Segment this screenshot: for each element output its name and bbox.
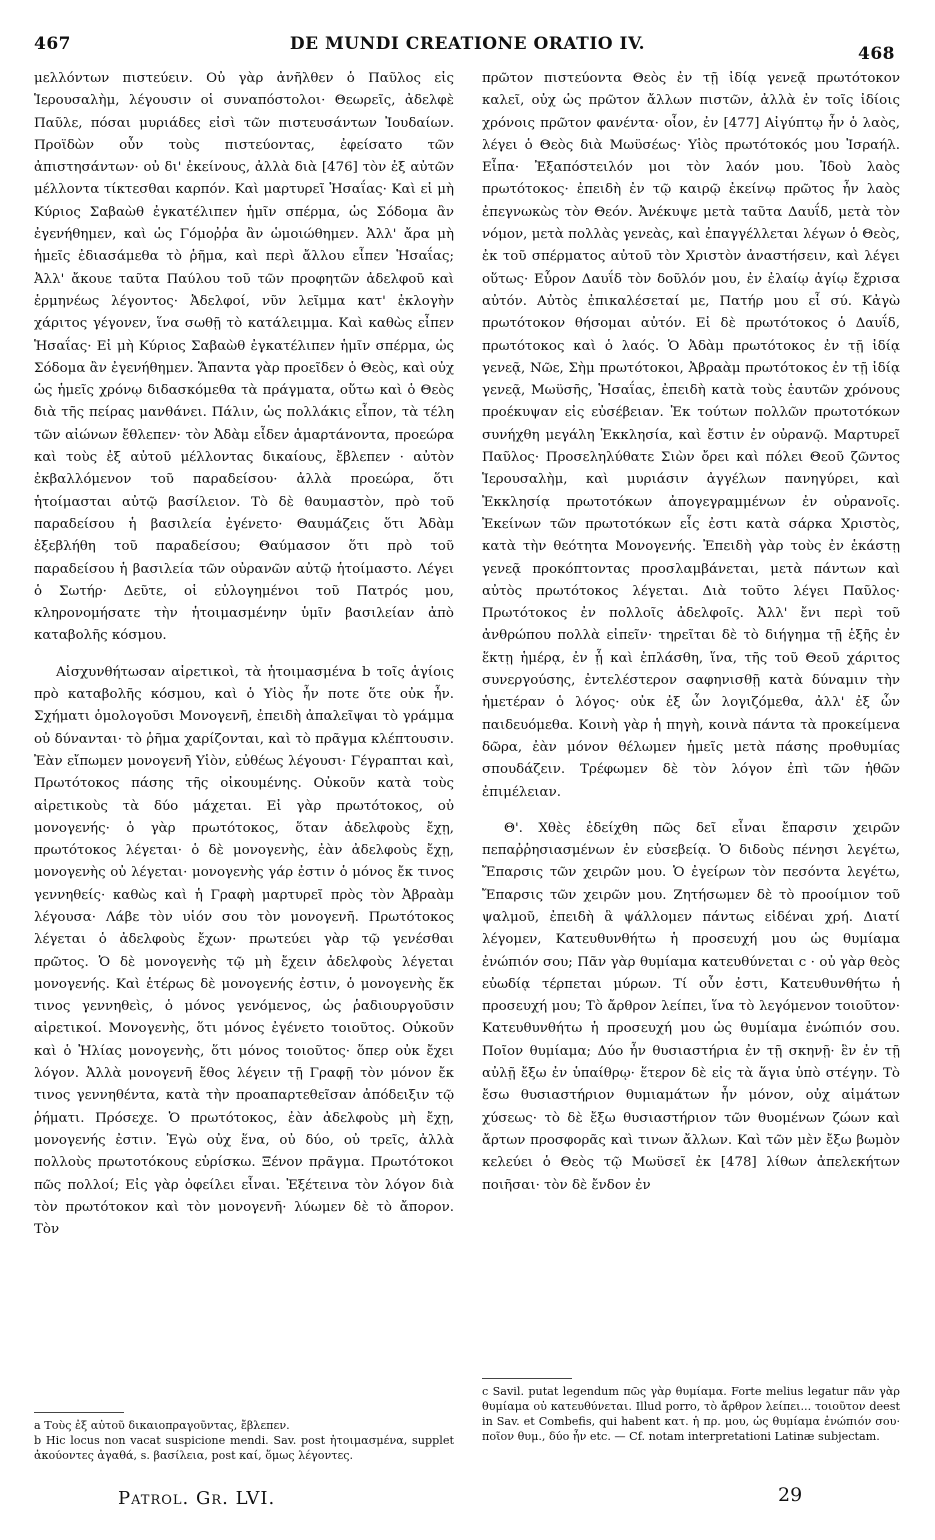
sheet-number: 29 (778, 1484, 803, 1506)
footnote-rule-left (34, 1412, 124, 1413)
left-paragraph-1: μελλόντων πιστεύειν. Οὐ γὰρ ἀνῆλθεν ὁ Παῦλος εἰς Ἱερουσαλὴμ, λέγουσιν οἱ συναπόστολοι· Θεωρεῖς, ἀδελφὲ Παῦλε, πόσαι μυριάδες εἰσὶ τῶν πιστευσάντων Ἰουδαίων. Προϊδὼν οὖν τοὺς πιστεύοντας, ἐφείσατο τῶν ἀπιστησάντων· οὐ δι' ἐκείνους, ἀλλὰ διὰ [476] τὸν ἐξ αὐτῶν μέλλοντα τίκτεσθαι καρπόν. Καὶ μαρτυρεῖ Ἡσαΐας· Καὶ εἰ μὴ Κύριος Σαβαὼθ ἐγκατέλιπεν ἡμῖν σπέρμα, ὡς Σόδομα ἂν ἐγενήθημεν, καὶ ὡς Γόμοῤῥα ἂν ὡμοιώθημεν. Ἀλλ' ἄρα μὴ ἡμεῖς ἐδιασάμεθα τὸ ῥῆμα, καὶ περὶ ἄλλου εἶπεν Ἡσαΐας; Ἀλλ' ἄκουε ταῦτα Παύλου τοῦ τῶν προφητῶν ἀδελφοῦ καὶ ἑρμηνέως λέγοντος· Ἀδελφοί, νῦν λεῖμμα κατ' ἐκλογὴν χάριτος γέγονεν, ἵνα σωθῇ τὸ κατάλειμμα. Καὶ καθὼς εἶπεν Ἡσαΐας· Εἰ μὴ Κύριος Σαβαὼθ ἐγκατέλιπεν ἡμῖν σπέρμα, ὡς Σόδομα ἂν ἐγενήθημεν. Ἅπαντα γὰρ προεῖδεν ὁ Θεὸς, καὶ οὐχ ὡς ἡμεῖς χρόνῳ διδασκόμεθα τὰ πράγματα, οὕτω καὶ ὁ Θεὸς διὰ τῆς πείρας μανθάνει. Πάλιν, ὡς πολλάκις εἶπον, τὰ τέλη τῶν αἰώνων ἔθλεπεν· τὸν Ἀδὰμ εἶδεν ἁμαρτάνοντα, προεώρα καὶ τοὺς ἐξ αὐτοῦ μέλλοντας δικαίους, ἔβλεπεν · αὐτὸν ἐκβαλλόμενον τοῦ παραδείσου· ἀλλὰ προεώρα, ὅτι ἡτοίμασται αὐτῷ βασίλειον. Τὸ δὲ θαυμαστὸν, πρὸ τοῦ παραδείσου ἡ βασιλεία ἐγένετο· Θαυμάζεις ὅτι Ἀδὰμ ἐξεβλήθη τοῦ παραδείσου; Θαύμασον ὅτι πρὸ τοῦ παραδείσου ἡ βασιλεία τῶν οὐρανῶν αὐτῷ ἡτοίμαστο. Λέγει ὁ Σωτήρ· Δεῦτε, οἱ εὐλογημένοι τοῦ Πατρός μου, κληρονομήσατε τὴν ἡτοιμασμένην ὑμῖν βασιλείαν ἀπὸ καταβολῆς κόσμου. (34, 71, 454, 644)
left-column (34, 68, 454, 1241)
footnote-a: a Τοὺς ἐξ αὐτοῦ δικαιοπραγοῦντας, ἔβλεπεν. (34, 1419, 290, 1432)
right-paragraph-2: Θ'. Χθὲς ἐδείχθη πῶς δεῖ εἶναι ἔπαρσιν χειρῶν πεπαῤῥησιασμένων ἐν εὐσεβείᾳ. Ὁ διδοὺς πένησι λεγέτω, Ἔπαρσις τῶν χειρῶν μου. Ὁ ἐγείρων τὸν πεσόντα λεγέτω, Ἔπαρσις τῶν χειρῶν μου. Ζητήσωμεν δὲ τὸ προοίμιον τοῦ ψαλμοῦ, ἐπειδὴ ἃ ψάλλομεν πάντως εἰδέναι χρή. Διατί λέγομεν, Κατευθυνθήτω ἡ προσευχή μου ὡς θυμίαμα ἐνώπιόν σου; Πᾶν γὰρ θυμίαμα κατευθύνεται c · οὐ γὰρ θεὸς εὐωδίᾳ τέρπεται μύρων. Τί οὖν ἐστι, Κατευθυνθήτω ἡ προσευχή μου; Τὸ ἄρθρον λείπει, ἵνα τὸ λεγόμενον τοιοῦτον· Κατευθυνθήτω ἡ προσευχή μου ὡς θυμίαμα ἐνώπιόν σου. Ποῖον θυμίαμα; Δύο ἦν θυσιαστήρια ἐν τῇ σκηνῇ· ἓν ἐν τῇ αὐλῇ ἔξω ἐν ὑπαίθρῳ· ἕτερον δὲ εἰς τὰ ἅγια ὑπὸ στέγην. Τὸ ἔσω θυσιαστήριον θυμιαμάτων ἦν μόνον, οὐχ αἱμάτων χύσεως· τὸ δὲ ἔξω θυσιαστήριον τῶν θυομένων ζώων καὶ ἄρτων προσφορᾶς καὶ τινων ἄλλων. Καὶ τῶν μὲν ἔξω βωμὸν κελεύει ὁ Θεὸς τῷ Μωϋσεῖ ἐκ [478] λίθων ἀπελεκήτων ποιῆσαι· τὸν δὲ ἔνδον ἐν (482, 820, 900, 1193)
footnotes-left (34, 1418, 454, 1463)
footnote-b: b Hic locus non vacat suspicione mendi. Sav. post ἡτοιμασμένα, supplet ἀκούοντες ἀγαθά, s. βασίλεια, post καί, ὅμως λέγοντες. (34, 1434, 454, 1462)
footnote-c: c Savil. putat legendum πῶς γὰρ θυμίαμα. Forte melius legatur πᾶν γὰρ θυμίαμα οὐ κατευθύνεται. Illud porro, τὸ ἄρθρον λείπει... τοιοῦτον deest in Sav. et Combefis, qui habent κατ. ἡ πρ. μου, ὡς θυμίαμα ἐνώπιόν σου· ποῖον θυμ., δύο ἦν etc. — Cf. notam interpretationi Latinæ subjectam. (482, 1385, 900, 1443)
signature-mark: Patrol. Gr. LVI. (118, 1488, 276, 1509)
running-title: DE MUNDI CREATIONE ORATIO IV. (289, 34, 646, 54)
paragraph-gap (34, 648, 454, 662)
right-page-number: 468 (858, 44, 895, 64)
footnotes-right (482, 1384, 900, 1444)
footnote-rule-right (482, 1378, 572, 1379)
left-page-number: 467 (34, 34, 71, 54)
right-paragraph-1: πρῶτον πιστεύοντα Θεὸς ἐν τῇ ἰδίᾳ γενεᾷ πρωτότοκον καλεῖ, οὐχ ὡς πρῶτον ἄλλων πιστῶν, ἀλλὰ ἐν τοῖς ἰδίοις χρόνοις πρῶτον φανέντα· οἷον, ἐν [477] Αἰγύπτῳ ἦν ὁ λαὸς, λέγει ὁ Θεὸς διὰ Μωϋσέως· Υἱὸς πρωτότοκός μου Ἰσραήλ. Εἶπα· Ἐξαπόστειλόν μοι τὸν λαόν μου. Ἰδοὺ λαὸς πρωτότοκος· ἐπειδὴ ἐν τῷ καιρῷ ἐκείνῳ πρῶτος ἦν λαὸς ἐπεγνωκὼς τὸν Θεόν. Ἀνέκυψε μετὰ ταῦτα Δαυΐδ, μετὰ τὸν νόμον, μετὰ πολλὰς γενεὰς, καὶ ἐπαγγέλλεται λέγων ὁ Θεὸς, ἐκ τοῦ σπέρματος αὐτοῦ τὸν Χριστὸν ἀναστήσειν, καὶ λέγει οὕτως· Εὗρον Δαυΐδ τὸν δοῦλόν μου, ἐν ἐλαίῳ ἁγίῳ ἔχρισα αὐτόν. Αὐτὸς ἐπικαλέσεταί με, Πατήρ μου εἶ σύ. Κἀγὼ πρωτότοκον θήσομαι αὐτόν. Εἰ δὲ πρωτότοκος ὁ Δαυΐδ, πρωτότοκος καὶ ὁ λαός. Ὁ Ἀδὰμ πρωτότοκος ἐν τῇ ἰδίᾳ γενεᾷ, Νῶε, Σὴμ πρωτότοκοι, Ἀβραὰμ πρωτότοκος ἐν τῇ ἰδίᾳ γενεᾷ, Μωϋσῆς, Ἡσαΐας, ἐπειδὴ κατὰ τοὺς ἑαυτῶν χρόνους προέκυψαν εἰς εὐσέβειαν. Ἐκ τούτων πολλῶν πρωτοτόκων συνήχθη μεγάλη Ἐκκλησία, καὶ ἔστιν ἐν οὐρανῷ. Μαρτυρεῖ Παῦλος· Προσεληλύθατε Σιὼν ὄρει καὶ πόλει Θεοῦ ζῶντος Ἱερουσαλὴμ, καὶ μυριάσιν ἀγγέλων πανηγύρει, καὶ Ἐκκλησίᾳ πρωτοτόκων ἀπογεγραμμένων ἐν οὐρανοῖς. Ἐκείνων τῶν πρωτοτόκων εἷς ἐστι κατὰ σάρκα Χριστὸς, κατὰ τὴν θεότητα Μονογενής. Ἐπειδὴ γὰρ τοὺς ἐν ἑκάστῃ γενεᾷ προκόπτοντας προσλαμβάνεται, μετὰ πάντων καὶ αὐτὸς πρωτότοκος λέγεται. Διὰ τοῦτο λέγει Παῦλος· Πρωτότοκος ἐν πολλοῖς ἀδελφοῖς. Ἀλλ' ἔνι περὶ τοῦ ἀνθρώπου πολλὰ εἰπεῖν· τηρεῖται δὲ τὸ διήγημα τῇ ἑξῆς ἐν ἕκτῃ ἡμέρᾳ, ἐν ᾗ καὶ ἐπλάσθη, ἵνα, τῆς τοῦ Θεοῦ χάριτος συνεργούσης, ἐντελέστερον σαφηνισθῇ κατὰ δύναμιν τὴν ἡμετέραν ὁ λόγος· οὐκ ἐξ ὧν λογιζόμεθα, ἀλλ' ἐξ ὧν παιδευόμεθα. Κοινὴ γὰρ ἡ πηγὴ, κοινὰ πάντα τὰ προκείμενα δῶρα, ἐὰν μόνον θέλωμεν ἡμεῖς μετὰ πάσης προθυμίας σπουδάζειν. Τρέφωμεν δὲ τὸν λόγον ἐπὶ τῶν ἡθῶν ἐπιμέλειαν. (482, 71, 900, 800)
paragraph-gap (482, 804, 900, 818)
right-column (482, 68, 900, 1197)
left-paragraph-2: Αἰσχυνθήτωσαν αἱρετικοὶ, τὰ ἡτοιμασμένα b τοῖς ἁγίοις πρὸ καταβολῆς κόσμου, καὶ ὁ Υἱὸς ἦν ποτε ὅτε οὐκ ἦν. Σχήματι ὁμολογοῦσι Μονογενῆ, ἐπειδὴ ἀπαλεῖψαι τὸ γράμμα οὐ δύνανται· τὸ ῥῆμα χαρίζονται, καὶ τὸ πρᾶγμα κλέπτουσιν. Ἐὰν εἴπωμεν μονογενῆ Υἱὸν, εὐθέως λέγουσι· Γέγραπται καὶ, Πρωτότοκος πάσης τῆς οἰκουμένης. Οὐκοῦν κατὰ τοὺς αἱρετικοὺς τὰ δύο μάχεται. Εἰ γὰρ πρωτότοκος, οὐ μονογενής· ὁ γὰρ πρωτότοκος, ὅταν ἀδελφοὺς ἔχῃ, πρωτότοκος λέγεται· ὁ δὲ μονογενὴς, ἐὰν ἀδελφοὺς ἔχῃ, μονογενὴς οὐ λέγεται· μονογενὴς γάρ ἐστιν ὁ μόνος ἔκ τινος γεννηθείς· καθὼς καὶ ἡ Γραφὴ μαρτυρεῖ πρὸς τὸν Ἀβραὰμ λέγουσα· Λάβε τὸν υἱόν σου τὸν μονογενῆ. Πρωτότοκος λέγεται ὁ ἀδελφοὺς ἔχων· πρωτεύει γὰρ τῷ γενέσθαι πρῶτος. Ὁ δὲ μονογενὴς τῷ μὴ ἔχειν ἀδελφοὺς λέγεται μονογενής. Καὶ ἑτέρως δὲ μονογενής ἐστιν, ὁ μονογενὴς ἔκ τινος γεννηθεὶς, ὁ μόνος γενόμενος, ὡς ῥαδιουργοῦσιν αἱρετικοί. Μονογενὴς, ὅτι μόνος ἐγένετο τοιοῦτος. Οὐκοῦν καὶ ὁ Ἠλίας μονογενὴς, ὅτι μόνος τοιοῦτος· ὅπερ οὐκ ἔχει λόγον. Ἀλλὰ μονογενῆ ἔθος λέγειν τῇ Γραφῇ τὸν μόνον ἔκ τινος γεννηθέντα, κατὰ τὴν προαπαρτεθεῖσαν ἀπόδειξιν τῷ ῥήματι. Πρόσεχε. Ὁ πρωτότοκος, ἐὰν ἀδελφοὺς μὴ ἔχῃ, μονογενής ἐστιν. Ἐγὼ οὐχ ἕνα, οὐ δύο, οὐ τρεῖς, ἀλλὰ πολλοὺς πρωτοτόκους εὑρίσκω. Ξένον πρᾶγμα. Πρωτότοκοι πῶς πολλοί; Εἰς γὰρ ὀφείλει εἶναι. Ἐξέτεινα τὸν λόγον διὰ τὸν πρωτότοκον καὶ τὸν μονογενῆ· λύωμεν δὲ τὸ ἄπορον. Τὸν (34, 664, 454, 1238)
